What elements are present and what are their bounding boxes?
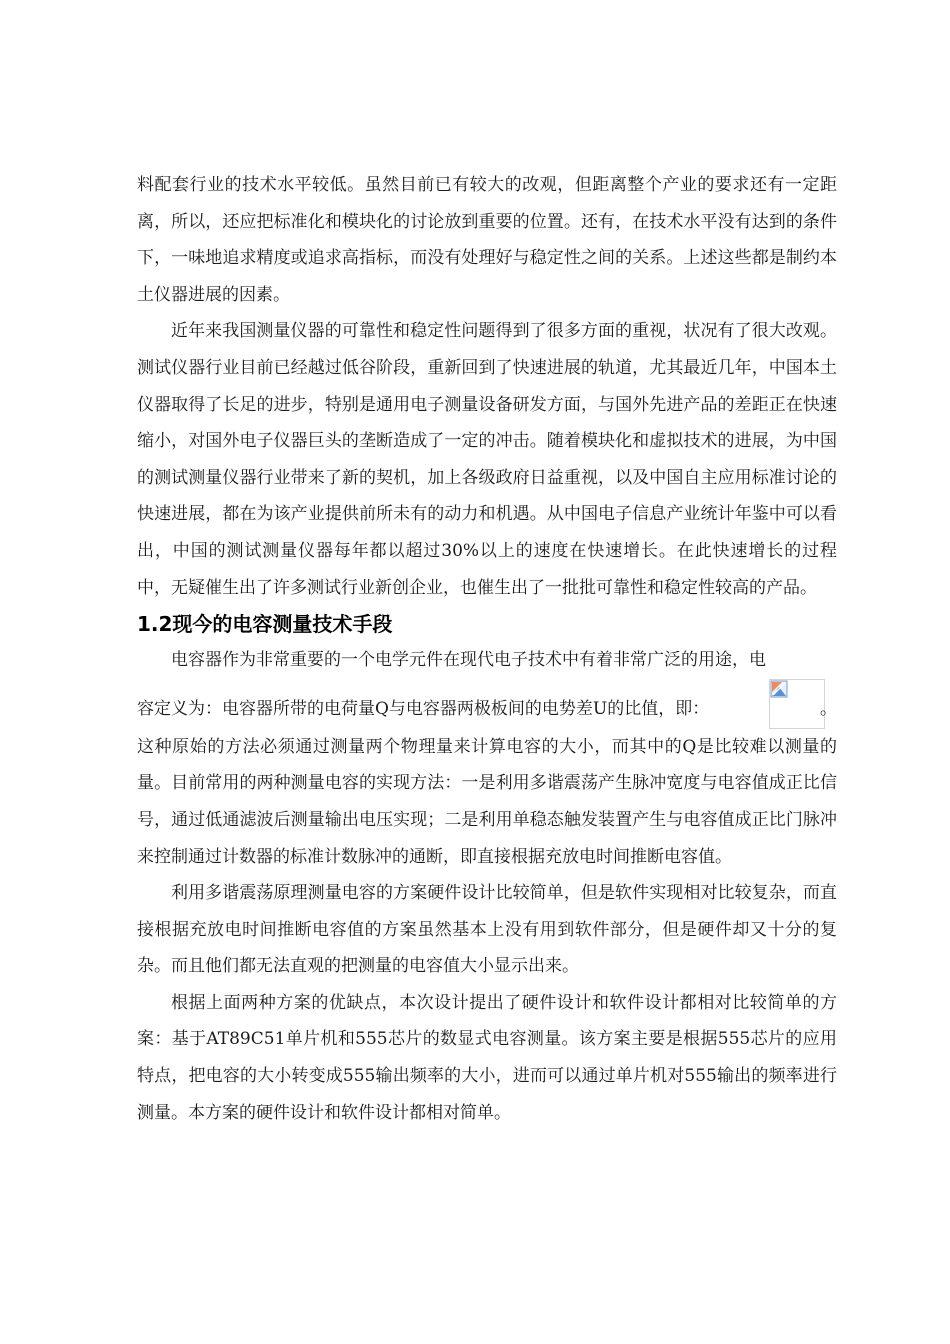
paragraph-continuation: 料配套行业的技术水平较低。虽然目前已有较大的改观，但距离整个产业的要求还有一定距离，所以，还应把标准化和模块化的讨论放到重要的位置。还有，在技术水平没有达到的条件下，一味地追求精度或追求高指标，而没有处理好与稳定性之间的关系。上述这些都是制约本土仪器进展的因素。: [137, 175, 837, 305]
paragraph-capacitance-definition-line: [137, 679, 837, 729]
paragraph-capacitance-line1: 电容器作为非常重要的一个电学元件在现代电子技术中有着非常广泛的用途，电: [171, 650, 766, 671]
paragraph-instrument-progress: 近年来我国测量仪器的可靠性和稳定性问题得到了很多方面的重视，状况有了很大改观。测试仪器行业目前已经越过低谷阶段，重新回到了快速进展的轨道，尤其最近几年，中国本土仪器取得了长足的进步，特别是通用电子测量设备研发方面，与国外先进产品的差距正在快速缩小，对国外电子仪器巨头的垄断造成了一定的冲击。随着模块化和虚拟技术的进展，为中国的测试测量仪器行业带来了新的契机，加上各级政府日益重视，以及中国自主应用标准讨论的快速进展，都在为该产业提供前所未有的动力和机遇。从中国电子信息产业统计年鉴中可以看出，中国的测试测量仪器每年都以超过30%以上的速度在快速增长。在此快速增长的过程中，无疑催生出了许多测试行业新创企业，也催生出了一批批可靠性和稳定性较高的产品。: [137, 321, 837, 598]
broken-image-icon: [770, 680, 788, 698]
document-body: [137, 167, 837, 1131]
paragraph-method-comparison: 利用多谐震荡原理测量电容的方案硬件设计比较简单，但是软件实现相对比较复杂，而直接根据充放电时间推断电容值的方案虽然基本上没有用到软件部分，但是硬件却又十分的复杂。而且他们都无法直观的把测量的电容值大小显示出来。: [137, 883, 837, 977]
period-mark: 。: [820, 698, 837, 719]
paragraph-capacitance-methods: 这种原始的方法必须通过测量两个物理量来计算电容的大小，而其中的Q是比较难以测量的量。目前常用的两种测量电容的实现方法：一是利用多谐震荡产生脉冲宽度与电容值成正比信号，通过低通滤波后测量输出电压实现；二是利用单稳态触发装置产生与电容值成正比门脉冲来控制通过计数器的标准计数脉冲的通断，即直接根据充放电时间推断电容值。: [137, 736, 837, 867]
capacitance-definition-text: 容定义为：电容器所带的电荷量Q与电容器两极板间的电势差U的比值，即：: [137, 698, 710, 719]
paragraph-design-proposal: 根据上面两种方案的优缺点，本次设计提出了硬件设计和软件设计都相对比较简单的方案：基于AT89C51单片机和555芯片的数显式电容测量。该方案主要是根据555芯片的应用特点，把电容的大小转变成555输出频率的大小，进而可以通过单片机对555输出的频率进行测量。本方案的硬件设计和软件设计都相对简单。: [137, 992, 837, 1123]
section-heading: 1.2现今的电容测量技术手段: [137, 612, 393, 637]
equation-image: [769, 679, 825, 729]
